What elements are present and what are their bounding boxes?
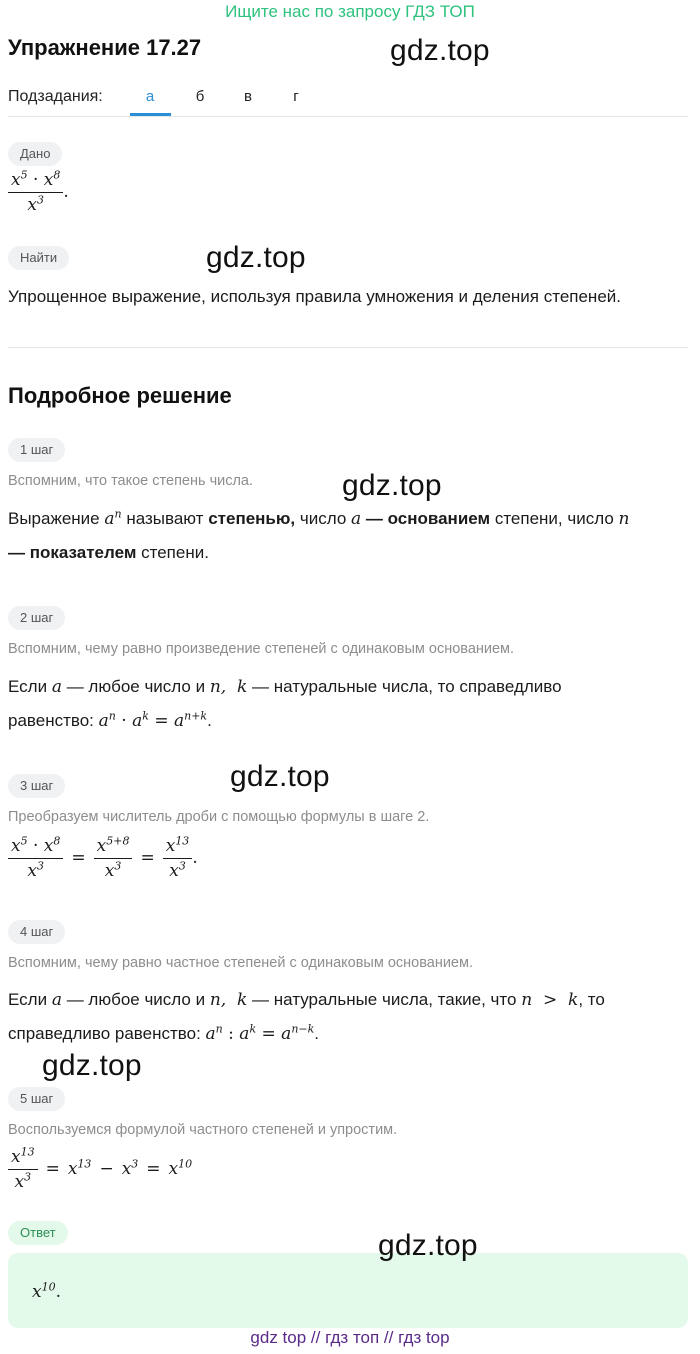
tab-g[interactable]: г bbox=[293, 88, 299, 105]
step-5-hint: Воспользуемся формулой частного степеней и упростим. bbox=[8, 1122, 398, 1138]
watermark: gdz.top bbox=[206, 241, 306, 274]
step-4-hint: Вспомним, чему равно частное степеней с одинаковым основанием. bbox=[8, 955, 473, 971]
step-5-pill: 5 шаг bbox=[8, 1087, 65, 1111]
step-1-pill: 1 шаг bbox=[8, 438, 65, 462]
section-divider bbox=[8, 347, 688, 348]
step-4-text: Если a — любое число и n, k — натуральные числа, такие, что n > k, то справедливо равенство: $a^n$ : $a^k = a^{n-k}$. bbox=[8, 990, 605, 1044]
find-pill: Найти bbox=[8, 246, 69, 270]
watermark: gdz.top bbox=[230, 760, 330, 793]
step-3-hint: Преобразуем числитель дроби с помощью формулы в шаге 2. bbox=[8, 809, 430, 825]
tab-v[interactable]: в bbox=[244, 88, 252, 105]
step-2-text: Если a — любое число и n, k — натуральные числа, то справедливо равенство: $a^n \cdot a^k = a^{n+k}$. bbox=[8, 677, 562, 731]
watermark: gdz.top bbox=[390, 34, 490, 67]
tab-a[interactable]: а bbox=[145, 88, 155, 105]
answer-pill: Ответ bbox=[8, 1221, 68, 1245]
tab-b[interactable]: б bbox=[195, 88, 205, 105]
watermark: gdz.top bbox=[342, 469, 442, 502]
footer-links[interactable]: gdz top // гдз топ // гдз top bbox=[250, 1328, 450, 1347]
step-2-hint: Вспомним, чему равно произведение степеней с одинаковым основанием. bbox=[8, 641, 515, 657]
step-3-equation: $\frac{x^5 \cdot x^8}{x^3}$ = $\frac{x^{5+8}}{x^3}$ = $\frac{x^{13}}{x^3}$ . bbox=[8, 836, 198, 881]
solution-title: Подробное решение bbox=[8, 383, 232, 408]
step-2-pill: 2 шаг bbox=[8, 606, 65, 630]
step-5-equation: $\frac{x^{13}}{x^3}$ = $x^{13} - x^3 = x^{10}$ bbox=[8, 1147, 192, 1192]
search-banner: Ищите нас по запросу ГДЗ ТОП bbox=[225, 2, 475, 21]
step-4-pill: 4 шаг bbox=[8, 920, 65, 944]
given-expression: $\frac{x^5 \cdot x^8}{x^3}$ . bbox=[8, 170, 69, 215]
answer-box bbox=[8, 1253, 688, 1328]
given-pill: Дано bbox=[8, 142, 62, 166]
step-3-pill: 3 шаг bbox=[8, 774, 65, 798]
subtasks-label: Подзадания: bbox=[8, 88, 103, 105]
answer-value: $x^{10}$. bbox=[32, 1280, 61, 1302]
watermark: gdz.top bbox=[42, 1049, 142, 1082]
find-text: Упрощенное выражение, используя правила умножения и деления степеней. bbox=[8, 287, 621, 306]
page-title: Упражнение 17.27 bbox=[8, 35, 202, 60]
subtasks-divider bbox=[8, 116, 688, 117]
watermark: gdz.top bbox=[378, 1229, 478, 1262]
step-1-text: Выражение $a^n$ называют степенью, число a — основанием степени, число n — показателем степени. bbox=[8, 507, 630, 562]
step-1-hint: Вспомним, что такое степень числа. bbox=[8, 473, 254, 489]
